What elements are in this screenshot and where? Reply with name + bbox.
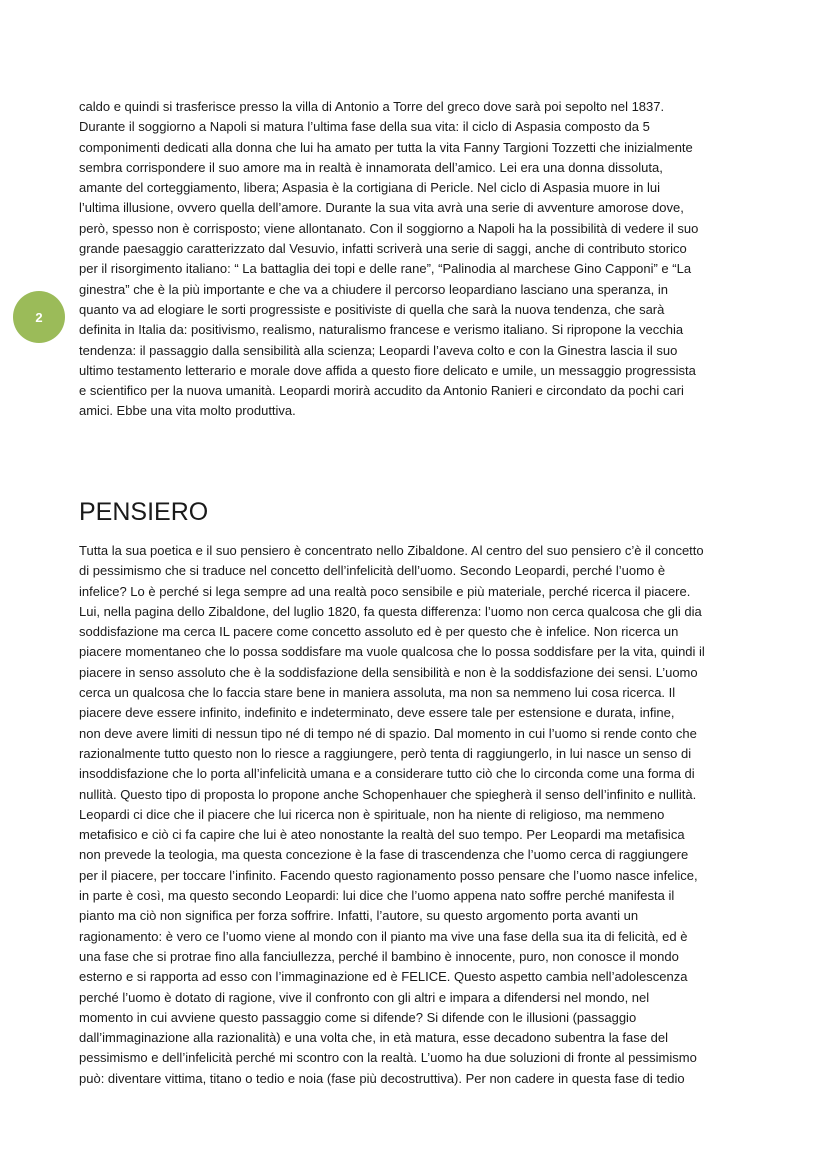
text-line: amante del corteggiamento, libera; Aspasia è la cortigiana di Pericle. Nel ciclo di Aspasia muore in lui — [79, 180, 660, 196]
text-line: Tutta la sua poetica e il suo pensiero è concentrato nello Zibaldone. Al centro del suo pensiero c’è il concetto — [79, 543, 704, 558]
text-line: dall’immaginazione alla razionalità) e una volta che, in età matura, esse decadono subentra la fase del — [79, 1030, 668, 1046]
text-line: piacere deve essere infinito, indefinito e indeterminato, deve essere tale per estensione e durata, infine, — [79, 705, 675, 721]
text-line: pianto ma ciò non significa per forza soffrire. Infatti, l’autore, su questo argomento porta avanti un — [79, 908, 639, 924]
text-line: per il piacere, per toccare l’infinito. Facendo questo ragionamento posso pensare che l’uomo nasce infelice, — [79, 867, 698, 883]
text-line: nullità. Questo tipo di proposta lo propone anche Schopenhauer che spiegherà il senso dell’infinito e nullità. — [79, 786, 697, 802]
body-paragraph — [79, 541, 705, 1089]
text-line: non prevede la teologia, ma questa concezione è la fase di trascendenza che l’uomo cerca di raggiungere — [79, 847, 689, 863]
section-heading: PENSIERO — [79, 498, 209, 526]
text-line: tendenza: il passaggio dalla sensibilità alla scienza; Leopardi l’aveva colto e con la Ginestra lascia il suo — [79, 342, 678, 358]
text-line: una fase che si protrae fino alla fanciullezza, perché il bambino è innocente, puro, non conosce il mondo — [79, 948, 679, 964]
text-line: ragionamento: è vero ce l’uomo viene al mondo con il pianto ma vive una fase della sua ita di felicità, ed è — [79, 928, 688, 944]
text-line: soddisfazione ma cerca IL pacere come concetto assoluto ed è per questo che è infelice. Non ricerca un — [79, 624, 679, 640]
text-line: può: diventare vittima, titano o tedio e noia (fase più decostruttiva). Per non cadere in questa fase di tedio — [79, 1070, 685, 1086]
text-line: Leopardi ci dice che il piacere che lui ricerca non è spirituale, non ha niente di religioso, ma nemmeno — [79, 806, 665, 822]
text-line: ultimo testamento letterario e morale dove affida a questo fiore delicato e umile, un messaggio progressista — [79, 362, 696, 378]
intro-paragraph — [79, 97, 698, 422]
text-line: perché l’uomo è dotato di ragione, vive il confronto con gli altri e impara a difendersi nel mondo, nel — [79, 989, 650, 1005]
text-line: componimenti dedicati alla donna che lui ha amato per tutta la vita Fanny Targioni Tozzetti che inizialmente — [79, 139, 693, 155]
text-line: Durante il soggiorno a Napoli si matura l’ultima fase della sua vita: il ciclo di Aspasia composto da 5 — [79, 119, 650, 135]
text-line: in parte è così, ma questo secondo Leopardi: lui dice che l’uomo appena nato soffre perché manifesta il — [79, 888, 675, 904]
page-number: 2 — [35, 309, 43, 325]
text-line: piacere momentaneo che lo possa soddisfare ma vuole qualcosa che lo possa soddisfare per la vita, quindi il — [79, 644, 705, 660]
text-line: infelice? Lo è perché si lega sempre ad una realtà poco sensibile e più materiale, perché ricerca il piacere. — [79, 583, 691, 599]
text-line: pessimismo e dell’infelicità perché mi scontro con la realtà. L’uomo ha due soluzioni di fronte al pessimismo — [79, 1050, 697, 1066]
text-line: Lui, nella pagina dello Zibaldone, del luglio 1820, fa questa differenza: l’uomo non cerca qualcosa che gli dia — [79, 603, 702, 619]
text-line: però, spesso non è corrisposto; viene allontanato. Con il soggiorno a Napoli ha la possibilità di vedere il suo — [79, 220, 699, 236]
text-line: momento in cui avviene questo passaggio come si difende? Si difende con le illusioni (passaggio — [79, 1009, 637, 1025]
text-line: quanto va ad elogiare le sorti progressiste e positiviste di quella che sarà la nuova tendenza, che sarà — [79, 301, 665, 317]
text-line: razionalmente tutto questo non lo riesce a raggiungere, però tenta di raggiungerlo, in lui nasce un senso di — [79, 745, 692, 761]
text-line: esterno e si rapporta ad esso con l’immaginazione ed è FELICE. Questo aspetto cambia nell’adolescenza — [79, 969, 688, 985]
text-line: sembra corrispondere il suo amore ma in realtà è innamorata dell’amico. Lei era una donna dissoluta, — [79, 159, 663, 175]
text-line: non deve avere limiti di nessun tipo né di tempo né di spazio. Dal momento in cui l’uomo si rende conto che — [79, 725, 697, 741]
text-line: grande paesaggio caratterizzato dal Vesuvio, infatti scriverà una serie di saggi, anche di contributo storico — [79, 241, 687, 257]
text-line: e scientifico per la nuova umanità. Leopardi morirà accudito da Antonio Ranieri e circondato da pochi cari — [79, 383, 684, 399]
text-line: di pessimismo che si traduce nel concetto dell’infelicità dell’uomo. Secondo Leopardi, perché l’uomo è — [79, 563, 666, 579]
text-line: caldo e quindi si trasferisce presso la villa di Antonio a Torre del greco dove sarà poi sepolto nel 1837. — [79, 99, 665, 114]
page-number-badge — [13, 291, 65, 343]
text-line: piacere in senso assoluto che è la soddisfazione della sensibilità e non è la soddisfazione dei sensi. L’uomo — [79, 664, 698, 680]
text-line: insoddisfazione che lo porta all’infelicità umana e a considerare tutto ciò che lo circonda come una forma di — [79, 766, 695, 782]
text-line: amici. Ebbe una vita molto produttiva. — [79, 403, 296, 419]
text-line: l’ultima illusione, ovvero quella dell’amore. Durante la sua vita avrà una serie di avventure amorose dove, — [79, 200, 684, 216]
text-line: ginestra” che è la più importante e che va a chiudere il percorso leopardiano lasciano una speranza, in — [79, 281, 668, 297]
text-line: cerca un qualcosa che lo faccia stare bene in maniera assoluta, ma non sa nemmeno lui cosa ricerca. Il — [79, 685, 676, 701]
text-line: definita in Italia da: positivismo, realismo, naturalismo francese e verismo italiano. Si ripropone la vecchia — [79, 322, 684, 338]
text-line: per il risorgimento italiano: “ La battaglia dei topi e delle rane”, “Palinodia al marchese Gino Capponi” e “La — [79, 261, 692, 277]
text-line: metafisico e ciò ci fa capire che lui è ateo nonostante la realtà del suo tempo. Per Leopardi ma metafisica — [79, 827, 685, 843]
